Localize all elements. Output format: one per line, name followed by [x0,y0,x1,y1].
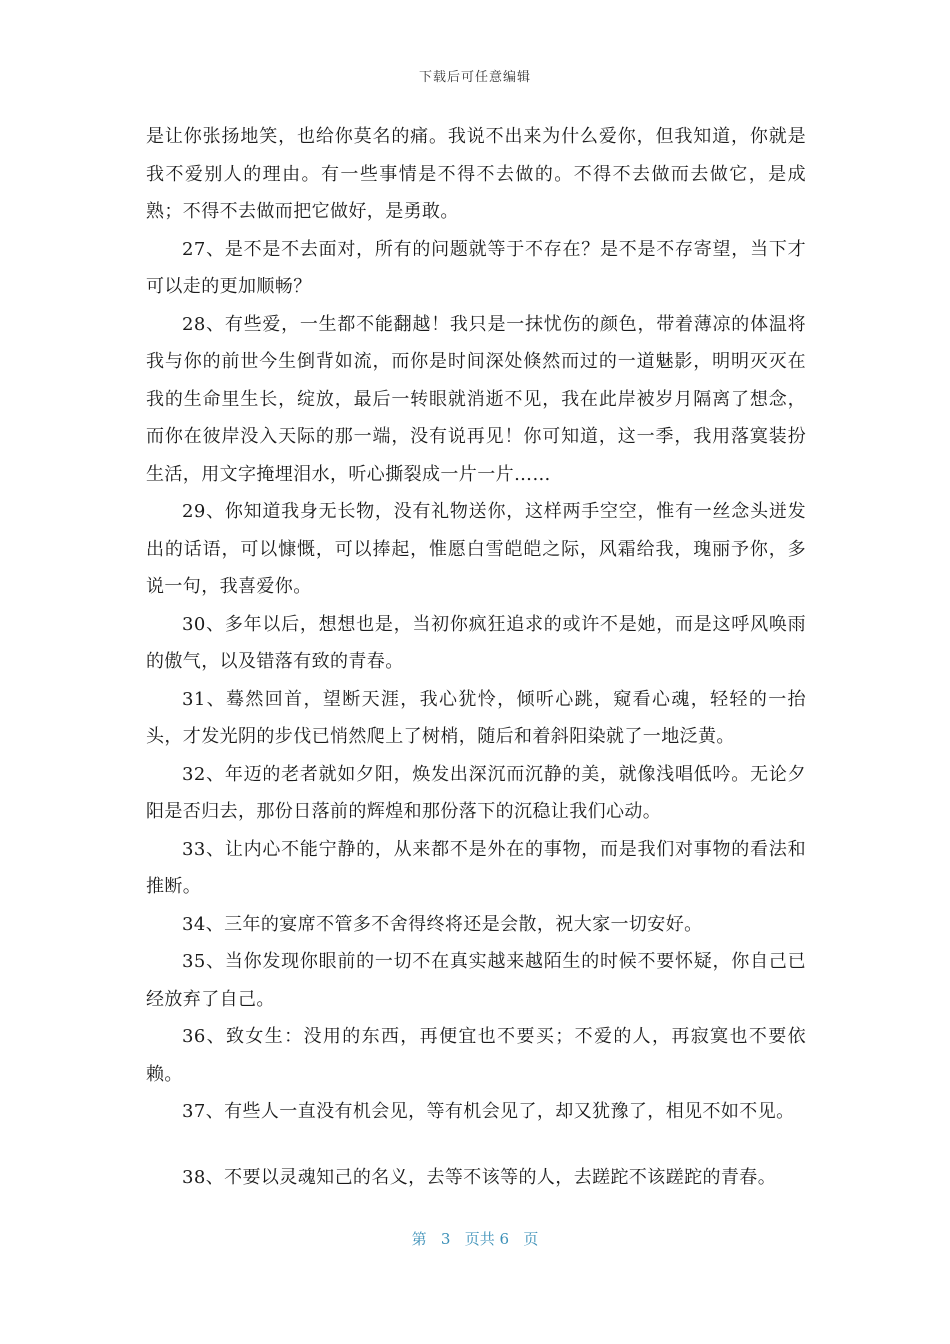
paragraph-38: 38、不要以灵魂知己的名义，去等不该等的人，去蹉跎不该蹉跎的青春。 [182,1166,777,1188]
document-body [146,118,806,1196]
paragraph-gap [146,1131,806,1159]
footer-current-page: 3 [440,1230,451,1248]
page-footer [0,1228,950,1249]
paragraph-27: 27、是不是不去面对，所有的问题就等于不存在？是不是不存寄望，当下才可以走的更加顺畅？ [146,238,806,297]
paragraph-30: 30、多年以后，想想也是，当初你疯狂追求的或许不是她，而是这呼风唤雨的傲气，以及错落有致的青春。 [146,613,806,672]
footer-total-pages: 6 [499,1230,510,1248]
footer-prefix: 第 [411,1230,427,1248]
paragraph-36: 36、致女生：没用的东西，再便宜也不要买；不爱的人，再寂寞也不要依赖。 [146,1026,806,1085]
page-header: 下载后可任意编辑 [418,70,531,85]
paragraph-continued: 是让你张扬地笑，也给你莫名的痛。我说不出来为什么爱你，但我知道，你就是我不爱别人的理由。有一些事情是不得不去做的。不得不去做而去做它，是成熟；不得不去做而把它做好，是勇敢。 [146,126,806,222]
paragraph-29: 29、你知道我身无长物，没有礼物送你，这样两手空空，惟有一丝念头迸发出的话语，可以慷慨，可以捧起，惟愿白雪皑皑之际，风霜给我，瑰丽予你，多说一句，我喜爱你。 [146,501,806,597]
paragraph-32: 32、年迈的老者就如夕阳，焕发出深沉而沉静的美，就像浅唱低吟。无论夕阳是否归去，那份日落前的辉煌和那份落下的沉稳让我们心动。 [146,763,806,822]
paragraph-31: 31、蓦然回首，望断天涯，我心犹怜，倾听心跳，窥看心魂，轻轻的一抬头，才发光阴的步伐已悄然爬上了树梢，随后和着斜阳染就了一地泛黄。 [146,688,806,747]
footer-suffix: 页 [523,1230,539,1248]
paragraph-34: 34、三年的宴席不管多不舍得终将还是会散，祝大家一切安好。 [182,913,703,935]
paragraph-35: 35、当你发现你眼前的一切不在真实越来越陌生的时候不要怀疑，你自己已经放弃了自己。 [146,951,806,1010]
paragraph-33: 33、让内心不能宁静的，从来都不是外在的事物，而是我们对事物的看法和推断。 [146,838,806,897]
paragraph-37: 37、有些人一直没有机会见，等有机会见了，却又犹豫了，相见不如不见。 [182,1101,795,1122]
paragraph-28: 28、有些爱，一生都不能翻越！我只是一抹忧伤的颜色，带着薄凉的体温将我与你的前世今生倒背如流，而你是时间深处倏然而过的一道魅影，明明灭灭在我的生命里生长，绽放，最后一转眼就消逝不见，我在此岸被岁月隔离了想念，而你在彼岸没入天际的那一端，没有说再见！你可知道，这一季，我用落寞装扮生活，用文字掩埋泪水，听心撕裂成一片一片…… [146,313,806,485]
footer-middle: 页共 [464,1230,495,1248]
